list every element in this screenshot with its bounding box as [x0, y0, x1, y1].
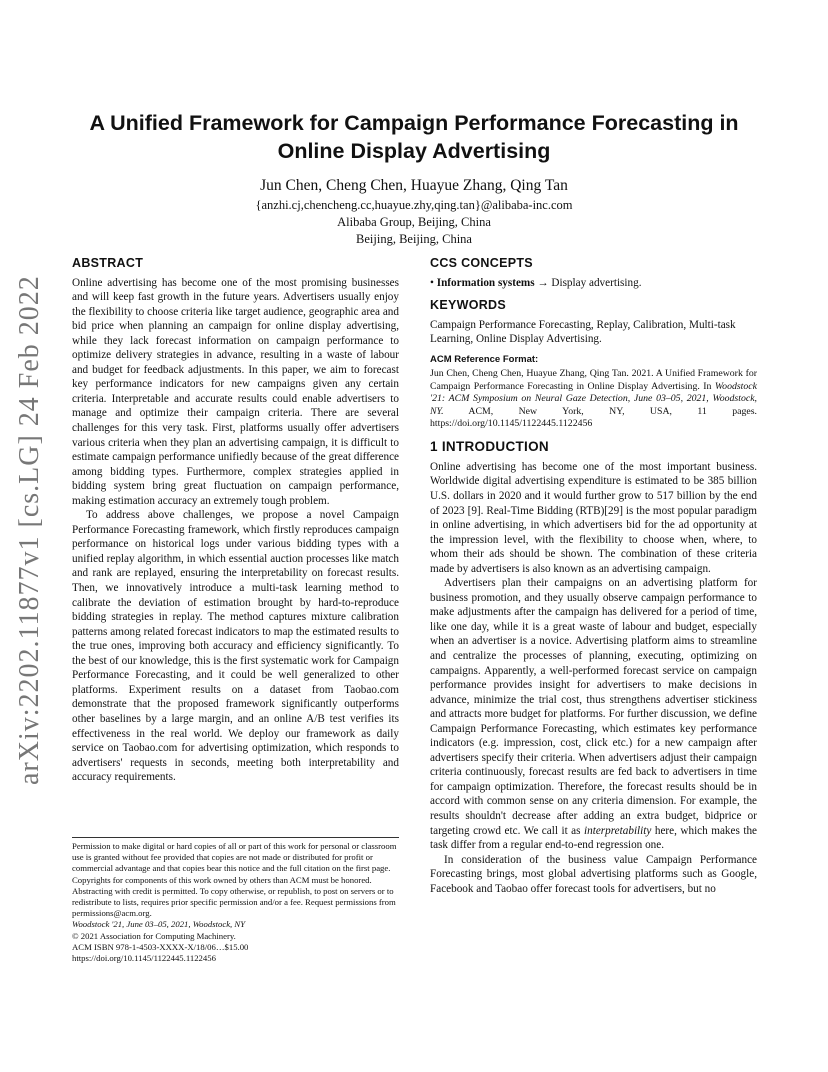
venue-note: Woodstock '21, June 03–05, 2021, Woodstock, NY	[72, 919, 246, 930]
doi-link[interactable]: https://doi.org/10.1145/1122445.1122456	[72, 953, 216, 964]
intro-paragraph-1: Online advertising has become one of the most important business. Worldwide digital advertising expenditure is estimated to be 385 billion U.S. dollars in 2020 and it would further grow to 517 billion by the end of 2023 [9]. Real-Time Bidding (RTB)[29] is the most popular paradigm in online advertising, in which advertisers bid for the ad opportunity at the impression level, with the flexibility to choose when, where, to whom their ads should be shown. The combination of these criteria made by advertisers is also known as an advertising campaign.	[430, 460, 757, 575]
title-line-2: Online Display Advertising	[277, 139, 551, 163]
keywords-text: Campaign Performance Forecasting, Replay, Calibration, Multi-task Learning, Online Display Advertising.	[430, 318, 736, 346]
arxiv-watermark: arXiv:2202.11877v1 [cs.LG] 24 Feb 2022	[14, 275, 45, 785]
ccs-heading: CCS CONCEPTS	[430, 256, 533, 270]
acm-reference-text: Jun Chen, Cheng Chen, Huayue Zhang, Qing Tan. 2021. A Unified Framework for Campaign Performance Forecasting in Online Display Advertising. In Woodstock '21: ACM Symposium on Neural Gaze Detection, June 03–05, 2021, Woodstock, NY. ACM, New York, NY, USA, 11 pages. https://doi.org/10.1145/1122445.1122456	[430, 368, 757, 429]
authors: Jun Chen, Cheng Chen, Huayue Zhang, Qing Tan	[260, 177, 568, 194]
introduction-heading: 1 INTRODUCTION	[430, 439, 549, 455]
paper-title	[60, 109, 768, 165]
author-emails: {anzhi.cj,chencheng.cc,huayue.zhy,qing.tan}@alibaba-inc.com	[255, 198, 573, 212]
permission-notice: Permission to make digital or hard copies of all or part of this work for personal or classroom use is granted without fee provided that copies are not made or distributed for profit or commercial advantage and that copies bear this notice and the full citation on the first page. Copyrights for components of this work owned by others than ACM must be honored. Abstracting with credit is permitted. To copy otherwise, or republish, to post on servers or to redistribute to lists, requires prior specific permission and/or a fee. Request permissions from permissions@acm.org.	[72, 841, 397, 919]
isbn: ACM ISBN 978-1-4503-XXXX-X/18/06…$15.00	[72, 941, 249, 952]
abstract-heading: ABSTRACT	[72, 256, 144, 270]
left-column	[72, 256, 399, 785]
footnote-rule	[72, 837, 399, 838]
location: Beijing, Beijing, China	[356, 232, 472, 246]
ccs-concepts: • Information systems → Display advertising.	[430, 276, 642, 289]
intro-paragraph-3: In consideration of the business value Campaign Performance Forecasting brings, most global advertising platforms such as Google, Facebook and Taobao offer forecast tools for advertisers, but no	[430, 853, 757, 895]
affiliation: Alibaba Group, Beijing, China	[337, 215, 491, 229]
title-line-1: A Unified Framework for Campaign Performance Forecasting in	[89, 111, 739, 135]
abstract-paragraph-2: To address above challenges, we propose a novel Campaign Performance Forecasting framework, which firstly reproduces campaign performance on historical logs under various bidding types with a unified replay algorithm, in which essential auction processes like match and rank are replayed, ensuring the interpretability on forecast results. Then, we innovatively introduce a multi-task learning method to calibrate the deviation of estimation brought by hard-to-reproduce bidding strategies in replay. The method captures mixture calibration patterns among related forecast indicators to map the estimated results to the true ones, improving both accuracy and efficiency significantly. To the best of our knowledge, this is the first systematic work for Campaign Performance Forecasting, and it could be well generalized to other platforms. Experiment results on a dataset from Taobao.com demonstrate that the proposed framework significantly outperforms other baselines by a large margin, and an online A/B test verifies its effectiveness in the real world. We deploy our framework as daily service on Taobao.com for advertising optimization, which responds to advertisers' requests in seconds, meeting both interpretability and accuracy requirements.	[72, 509, 399, 784]
right-column	[430, 256, 757, 896]
keywords-heading: KEYWORDS	[430, 298, 507, 313]
acm-reference-heading: ACM Reference Format:	[430, 353, 539, 365]
copyright: © 2021 Association for Computing Machinery.	[72, 930, 236, 941]
intro-paragraph-2: Advertisers plan their campaigns on an advertising platform for business promotion, and they usually observe campaign performance to make adjustments after the campaign has delivered for a period of time, like one day, while it is a great waste of labour and budget, especially when an advertiser is a novice. Advertising platform aims to streamline and centralize the processes of planning, executing, optimizing on campaigns. Apparently, a well-performed forecast service on campaign performance provides insight for advertisers to make decisions in advance, minimize the trial cost, thus strengthens advertiser stickiness and attracts more budget for platforms. For further discussion, we define Campaign Performance Forecasting, which estimates key performance indicators (e.g. impression, cost, click etc.) for a new campaign after advertisers specify their criteria. When advertisers adjust their campaign criteria continuously, forecast results are fed back to advertisers in time for campaign optimization. Therefore, the forecast results should be in accord with common sense on any criteria dimension. For example, the results shouldn't decrease after adding an extra budget, bidprice or targeting crowd etc. We call it as interpretability here, which makes the task differ from a regular end-to-end regression one.	[430, 577, 758, 852]
footnote	[72, 837, 399, 964]
abstract-paragraph-1: Online advertising has become one of the most promising businesses and will keep fast growth in the future years. Advertisers usually enjoy the flexibility to choose criteria like target audience, geographic area and bid price when planning an campaign for online display advertising, while they lack forecast information on campaign performance to optimize delivery strategies in advance, resulting in a waste of labour and budget for feedback adjustments. In this paper, we aim to forecast key performance indicators for new campaigns given any certain criteria. Interpretable and accurate results could enable advertisers to manage and optimize their campaign criteria. There are several challenges for this very task. First, platforms usually offer advertisers various criteria when they plan an advertising campaign, it is difficult to estimate campaign performance unifiedly because of the great difference among bidding types. Furthermore, complex strategies applied in bidding system bring great fluctuation on campaign performance, making estimation accuracy an extremely tough problem.	[72, 276, 399, 507]
